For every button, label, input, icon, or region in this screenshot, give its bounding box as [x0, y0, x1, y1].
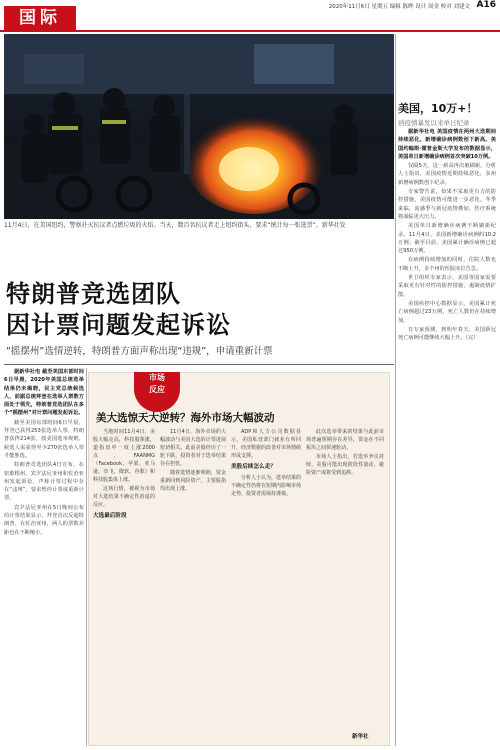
sidebar-divider: [395, 34, 396, 746]
column-divider: [86, 368, 87, 746]
observation-column-4: [306, 428, 384, 738]
sidebar-title: 美国，10万+！: [398, 102, 478, 115]
page-header: [0, 0, 500, 30]
observation-paragraph: 此次选举带来的结果与此前市场普遍预期存在差异，资金在不同板块之间快速轮动。: [306, 429, 384, 451]
observation-paragraph: 这场行情，被视为市场对大选结果不确定性消退的反应。: [93, 486, 155, 508]
observation-paragraph: 随着选情逐渐明朗，资金重新回到风险资产，主要股指均出现上涨。: [160, 470, 226, 492]
main-subhead: “摇摆州”选情逆转，特朗普方面声称出现“违规”，申请重新计票: [6, 346, 273, 357]
news-photo: [4, 34, 394, 219]
story-paragraph: 宾夕法尼亚州在5日晚间公布的计票结果显示，拜登首次反超特朗普。在佐治亚州，两人的票数差距也在不断缩小。: [4, 504, 84, 536]
sidebar-subtitle: 创疫情暴发以来单日纪录: [398, 119, 470, 127]
story-paragraph: 据新华社电 截至美国东部时间6日早晨，2020年美国总统选举结果仍未揭晓，民主党总统候选人、前副总统拜登在选举人票数方面处于领先，特朗普竞选团队在多个“摇摆州”对计票问题发起诉讼。: [4, 369, 84, 417]
observation-paragraph: 11月4日，海外市场的大幅波动与美国大选的计票进展密切相关。此前美股经历了一轮下跌，投资者对于选举结果存在担忧。: [160, 429, 226, 467]
observation-subheading: 大选最后阶段: [93, 513, 127, 519]
main-story-body: [4, 368, 84, 746]
sidebar-paragraph: 仅隔5天，这一新高再次被刷新。分析人士指出，美国疫情近期持续恶化，多州新增病例数创下纪录。: [398, 163, 496, 186]
sidebar-paragraph: 据新华社电 美国疫情在两州大选期间持续恶化，新增确诊病例数创下新高。美国约翰斯·霍普金斯大学发布的数据显示，美国单日新增确诊病例首次突破10万例。: [398, 129, 496, 160]
badge-line-2: 反应: [149, 385, 165, 394]
sidebar-paragraph: 美国疾控中心数据显示，美国累计死亡病例超过23万例，死亡人数仍在持续增加。: [398, 300, 496, 324]
sidebar-heading: [398, 100, 496, 127]
observation-column-3: [231, 428, 301, 738]
observation-column-1: [93, 428, 155, 738]
observation-title: 美大选惊天大逆转？海外市场大幅波动: [96, 412, 275, 424]
page-info: 2020年11月6日 星期五 编辑 陈晔 设计 周金 校对 刘建文: [328, 4, 470, 10]
headline-line-2: 因计票问题发起诉讼: [6, 310, 231, 339]
sidebar-paragraph: 世卫组织专家表示，美国等国家需要采取更有针对性的防控措施，遏制疫情扩散。: [398, 275, 496, 298]
observation-paragraph: 当地时间11月4日，美股大幅走高，科技股领涨，道指盘中一度上涨2000点，FAANMG（Facebook、苹果、亚马逊、奈飞、微软、谷歌）和科技股集体上涨。: [93, 429, 155, 483]
page-number: A16: [476, 0, 496, 10]
headline-line-1: 特朗普竞选团队: [6, 279, 181, 308]
observation-paragraph: 分析人士认为，选举结果的不确定性仍将在短期内影响市场走势，投资者需保持谨慎。: [231, 475, 301, 497]
main-headline: [6, 278, 391, 340]
sidebar-paragraph: 专家警告说，如果不采取更有力的防控措施，美国疫情可能进一步恶化。冬季来临，流感季与新冠疫情叠加，医疗系统将面临更大压力。: [398, 189, 496, 220]
story-paragraph: 特朗普竞选团队4日宣布，在密歇根州、宾夕法尼亚州和佐治亚州发起诉讼，声称计票过程中存在“违规”，要求暂停计票或重新计票。: [4, 462, 84, 502]
header-divider: [0, 30, 500, 32]
sidebar-paragraph: 美国单日新增确诊病例不断刷新纪录。11月4日，美国新增确诊病例约10.2万例；截至目前，美国累计确诊病例已超过950万例。: [398, 223, 496, 255]
sidebar-paragraph: 有专家预测，到明年春天，美国新冠死亡病例可能继续大幅上升。（完）: [398, 326, 496, 342]
story-paragraph: 截至美国东部时间6日早晨，拜登已获得253张选举人票，特朗普获得214张。按美国选举规则，候选人需获得至少270张选举人票才能胜选。: [4, 419, 84, 459]
protest-scene-illustration: [4, 34, 394, 219]
observation-byline: 新华社: [352, 734, 369, 740]
observation-subheading: 美股后续怎么走？: [231, 464, 276, 470]
photo-caption: 11月4日，在美国纽约，警察扑灭抗议者点燃垃圾的火焰。当天，数百名抗议者走上纽约街头，要求“统计每一张选票”。新华社发: [4, 222, 346, 229]
observation-column-2: [160, 428, 226, 738]
sidebar-paragraph: 在病例持续增加的同时，住院人数也不断上升，多个州的医院床位告急。: [398, 257, 496, 272]
observation-paragraph: 市场人士指出，若选举争议持续，美股可能出现阶段性波动，避险资产或将受到追捧。: [306, 454, 384, 476]
observation-paragraph: ADP和人力公司数据显示，美国私营部门就业有所回升，经济数据的改善对市场情绪形成支撑。: [231, 429, 301, 459]
sidebar-body: [398, 128, 496, 746]
headline-divider: [4, 364, 394, 365]
badge-line-1: 市场: [149, 373, 165, 382]
section-tag: 国际: [4, 6, 76, 30]
